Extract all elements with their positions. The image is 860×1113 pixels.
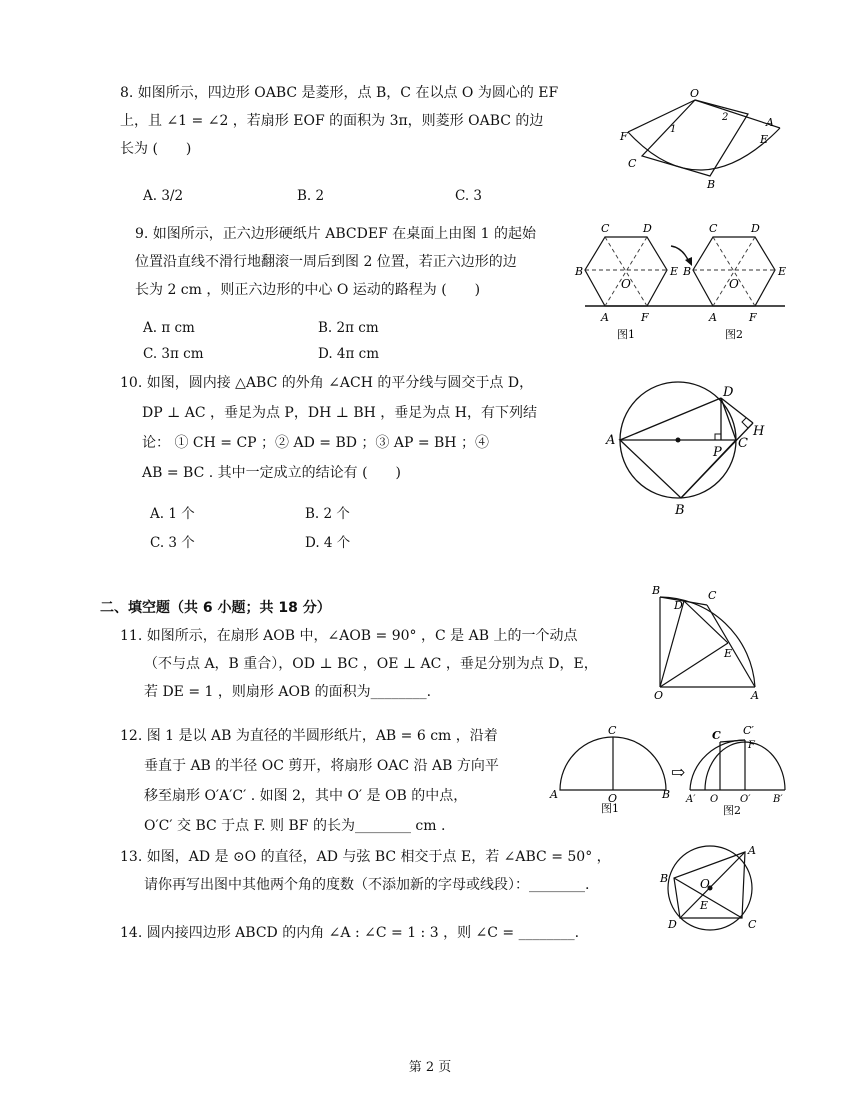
q11-text [120, 622, 640, 706]
q8-rhombus [642, 100, 748, 176]
q10-label-d: D [723, 385, 734, 400]
q9-fig1-label-o: O [621, 277, 631, 291]
q13-label-d: D [668, 918, 677, 931]
q9-fig1-label-c: C [601, 222, 610, 235]
q12-fig2-label-c: C [712, 729, 721, 742]
q8-text [120, 79, 590, 163]
q9-hexagon-1-diagonals [585, 237, 667, 306]
q8-line3: 长为 ( ) [120, 141, 192, 157]
q9-line2: 位置沿直线不滑行地翻滚一周后到图 2 位置，若正六边形的边 [135, 254, 517, 270]
q9-fig2-label-f: F [749, 311, 757, 324]
q12-fig1-label-c: C [608, 724, 617, 737]
q9-hexagon-2 [693, 237, 775, 306]
q13-label-o: O [700, 877, 710, 891]
section-2-title: 二、填空题（共 6 小题；共 18 分） [100, 600, 331, 616]
q8-option-c: C. 3 [455, 188, 483, 204]
q12-fig2-label-o: O [710, 794, 719, 805]
q8-label-e: E [760, 133, 769, 146]
q9-fig1-label-a: A [601, 311, 609, 324]
q8-radius-of [628, 100, 695, 132]
q12-fig2-label-o-prime: O′ [740, 794, 751, 805]
q8-label-angle1: 1 [670, 124, 677, 135]
q9-option-d: D. 4π cm [318, 346, 380, 362]
q12-fig1-label-a: A [550, 788, 558, 801]
q9-option-a: A. π cm [143, 320, 195, 336]
q12-line4: O′C′ 交 BC 于点 F. 则 BF 的长为________ cm . [144, 818, 446, 834]
q13-label-b: B [660, 872, 669, 885]
q12-fig2-label-c-prime: C′ [743, 724, 754, 737]
q10-line1: 10. 如图，圆内接 △ABC 的外角 ∠ACH 的平分线与圆交于点 D， [120, 375, 534, 391]
q9-option-b: B. 2π cm [318, 320, 379, 336]
q11-label-d: D [674, 599, 683, 612]
q11-line2: （不与点 A，B 重合），OD ⊥ BC ，OE ⊥ AC ，垂足分别为点 D，E， [144, 656, 598, 672]
q9-line3: 长为 2 cm ，则正六边形的中心 O 运动的路程为 ( ) [135, 282, 481, 298]
q11-label-o: O [654, 689, 664, 702]
q9-fig2-label-e: E [778, 265, 787, 278]
q11-line1: 11. 如图所示，在扇形 AOB 中，∠AOB = 90° ，C 是 AB 上的一个动点 [120, 628, 578, 644]
q8-line2: 上，且 ∠1 = ∠2 ，若扇形 EOF 的面积为 3π，则菱形 OABC 的边 [120, 113, 544, 129]
q13-text [120, 843, 660, 899]
q12-fig2-moved-sector [690, 740, 745, 790]
q10-option-b: B. 2 个 [305, 506, 350, 522]
q12-caption-fig2: 图2 [723, 804, 741, 817]
q14-text [120, 919, 640, 947]
q9-line1: 9. 如图所示，正六边形硬纸片 ABCDEF 在桌面上由图 1 的起始 [135, 226, 537, 242]
q13-line2: 请你再写出图中其他两个角的度数（不添加新的字母或线段）：________. [144, 877, 590, 893]
q13-label-a: A [748, 844, 756, 857]
q9-fig2-label-b: B [683, 265, 692, 278]
q9-fig2-label-d: D [751, 222, 760, 235]
q10-right-angle-h [742, 418, 748, 428]
q9-fig1-label-d: D [643, 222, 652, 235]
q10-label-a: A [606, 433, 616, 448]
q8-label-f: F [620, 130, 628, 143]
q9-hexagon-1 [585, 237, 667, 306]
q12-text [120, 721, 560, 841]
q8-label-angle2: 2 [722, 112, 729, 123]
q10-right-angle-p [715, 434, 721, 440]
q12-fig2-label-b-prime: B′ [773, 794, 783, 805]
q11-label-a: A [751, 689, 759, 702]
q13-figure [660, 842, 770, 937]
q10-text [120, 368, 580, 488]
q10-label-h: H [753, 424, 765, 439]
q10-option-c: C. 3 个 [150, 535, 195, 551]
q12-fig2-label-f: F [748, 740, 755, 751]
q9-fig2-label-a: A [709, 311, 717, 324]
q12-line2: 垂直于 AB 的半径 OC 剪开，将扇形 OAC 沿 AB 方向平 [144, 758, 499, 774]
q12-arrow-icon: ⇨ [671, 763, 686, 783]
q9-fig1-label-f: F [641, 311, 649, 324]
q8-label-b: B [707, 178, 716, 191]
page-number: 第 2 页 [408, 1060, 452, 1075]
q10-line3: 论： ① CH = CP ；② AD = BD ；③ AP = BH ；④ [142, 435, 489, 451]
q11-line-de [684, 601, 728, 643]
q10-option-d: D. 4 个 [305, 535, 351, 551]
q9-caption-fig2: 图2 [725, 328, 743, 341]
q8-figure [610, 88, 810, 198]
q13-label-e: E [700, 899, 709, 912]
q11-figure [652, 585, 777, 700]
q8-option-a: A. 3/2 [143, 188, 184, 204]
q10-label-c: C [738, 436, 748, 451]
q8-label-a: A [766, 116, 774, 129]
q8-option-b: B. 2 [297, 188, 325, 204]
q12-fig1-label-o: O [608, 792, 618, 805]
q11-label-c: C [708, 589, 717, 602]
q10-label-b: B [675, 503, 685, 518]
q9-fig1-label-e: E [670, 265, 679, 278]
q10-label-p: P [713, 445, 722, 460]
q13-label-c: C [748, 918, 757, 931]
q12-caption-fig1: 图1 [601, 802, 619, 815]
q10-line4: AB = BC . 其中一定成立的结论有 ( ) [142, 465, 402, 481]
q12-line1: 12. 图 1 是以 AB 为直径的半圆形纸片，AB = 6 cm ，沿着 [120, 728, 498, 744]
q8-arc-ef [628, 128, 780, 170]
q9-fig2-label-o: O [729, 277, 739, 291]
q9-hexagon-2-diagonals [693, 237, 775, 306]
q8-label-o: O [690, 87, 700, 100]
q12-fig1-label-b: B [662, 788, 671, 801]
q11-line3: 若 DE = 1 ，则扇形 AOB 的面积为________. [144, 684, 432, 700]
q12-line3: 移至扇形 O′A′C′ . 如图 2，其中 O′ 是 OB 的中点， [144, 788, 468, 804]
q11-label-b: B [652, 584, 661, 597]
q9-fig2-label-c: C [709, 222, 718, 235]
q12-fig2-label-a-prime: A′ [686, 794, 696, 805]
q9-caption-fig1: 图1 [617, 328, 635, 341]
q8-label-c: C [628, 157, 637, 170]
q9-fig1-label-b: B [575, 265, 584, 278]
q14-line1: 14. 圆内接四边形 ABCD 的内角 ∠A : ∠C = 1 : 3 ，则 ∠C = ________. [120, 925, 580, 941]
q12-figure [545, 722, 795, 817]
q8-line1: 8. 如图所示，四边形 OABC 是菱形，点 B，C 在以点 O 为圆心的 EF [120, 85, 559, 101]
q9-text [135, 220, 585, 304]
q10-line2: DP ⊥ AC ，垂足为点 P，DH ⊥ BH ，垂足为点 H，有下列结 [142, 405, 537, 421]
q11-label-e: E [724, 647, 733, 660]
q10-line-ad [620, 398, 721, 440]
q13-line1: 13. 如图，AD 是 ⊙O 的直径，AD 与弦 BC 相交于点 E，若 ∠ABC = 50° ， [120, 849, 611, 865]
q13-diameter-ad [680, 852, 745, 918]
q9-option-c: C. 3π cm [143, 346, 204, 362]
q10-figure [603, 378, 793, 518]
q11-chord-ca [707, 605, 755, 687]
q10-option-a: A. 1 个 [150, 506, 195, 522]
q9-figure [575, 218, 790, 343]
